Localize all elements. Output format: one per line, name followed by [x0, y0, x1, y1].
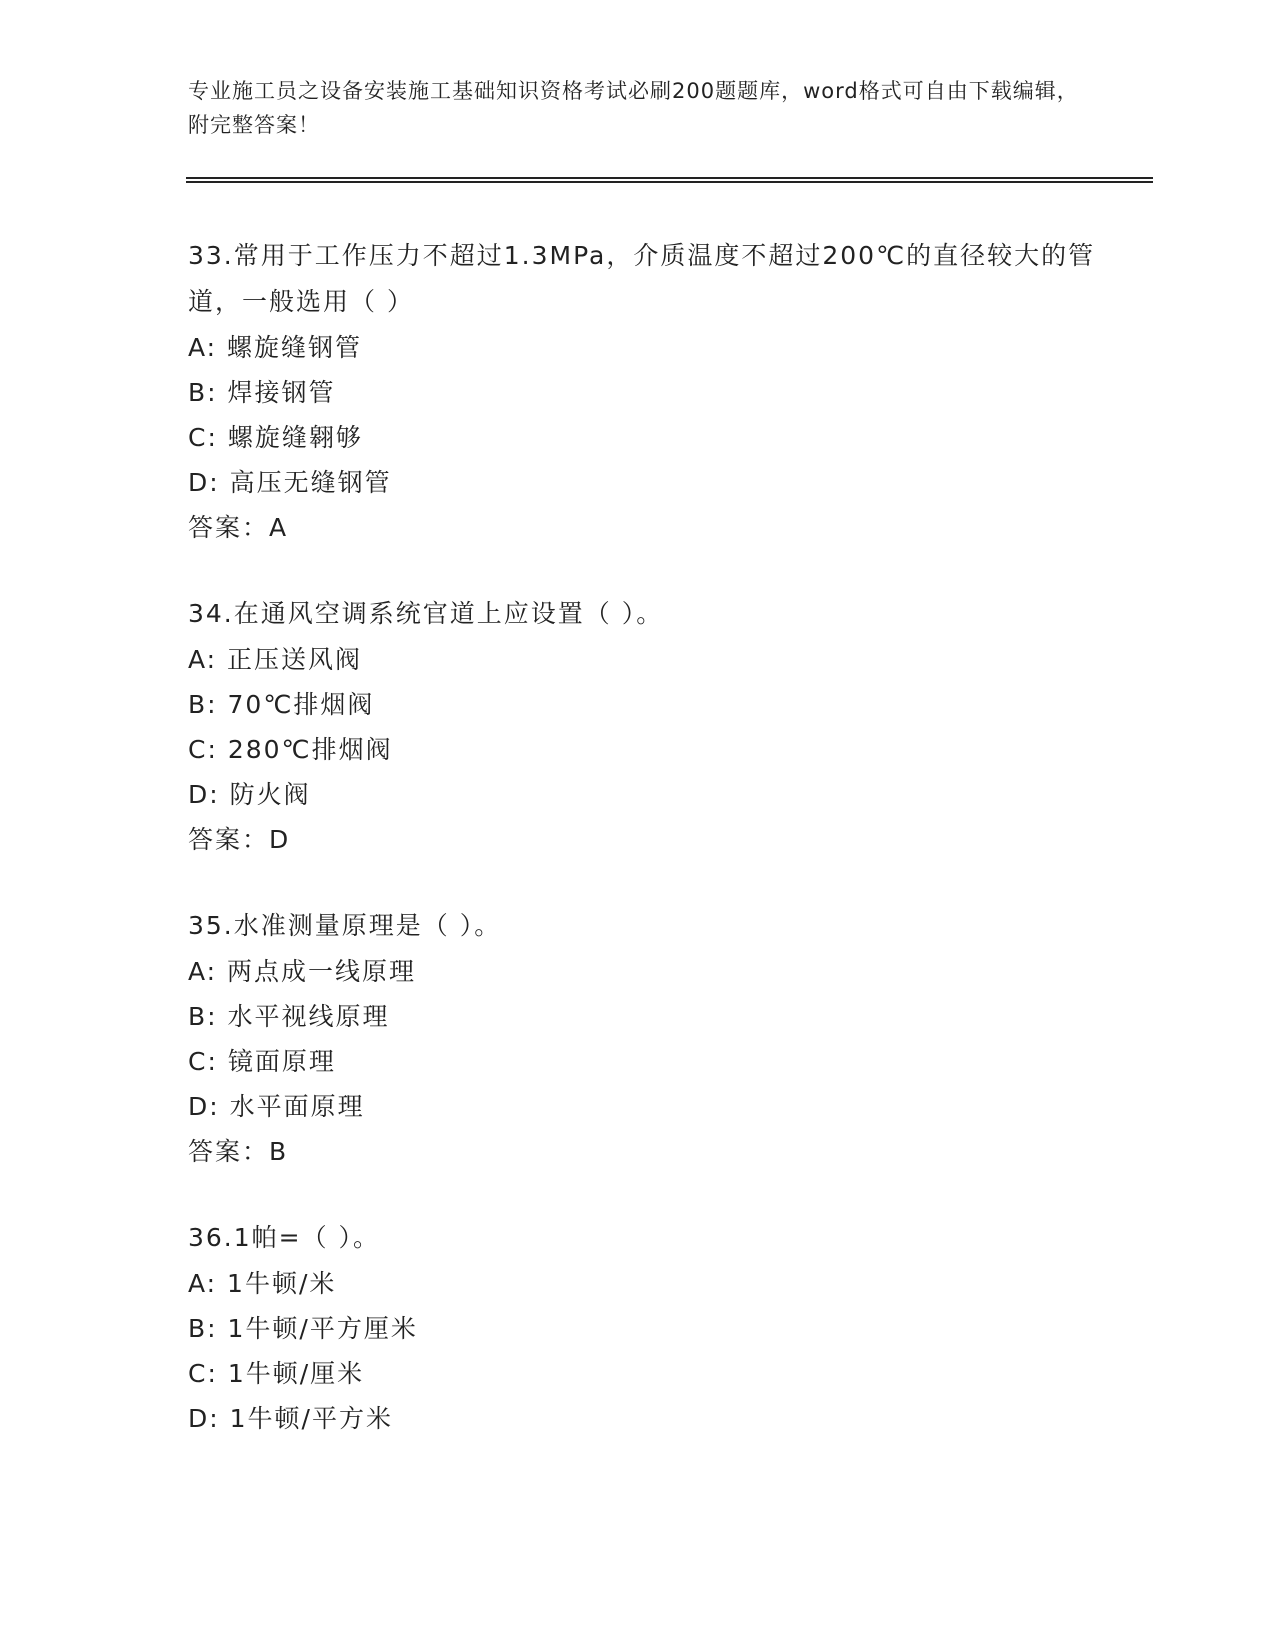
option-c: C: 1牛顿/厘米	[188, 1359, 365, 1388]
answer-line: 答案：A	[188, 513, 289, 542]
question-stem: 35.水准测量原理是（ ）。	[188, 911, 502, 940]
question-stem: 33.常用于工作压力不超过1.3MPa，介质温度不超过200℃的直径较大的管道，一般选用（ ）	[188, 241, 1096, 316]
option-c: C: 镜面原理	[188, 1047, 336, 1076]
option-a: A: 螺旋缝钢管	[188, 333, 363, 362]
option-b: B: 焊接钢管	[188, 378, 336, 407]
option-b: B: 水平视线原理	[188, 1002, 390, 1031]
document-header: 专业施工员之设备安装施工基础知识资格考试必刷200题题库，word格式可自由下载编辑，附完整答案！	[188, 79, 1079, 137]
option-b: B: 70℃排烟阀	[188, 690, 375, 719]
option-b: B: 1牛顿/平方厘米	[188, 1314, 418, 1343]
header-divider	[186, 177, 1153, 183]
question-34	[188, 591, 1108, 863]
answer-line: 答案：B	[188, 1137, 289, 1166]
question-36	[188, 1215, 1108, 1441]
question-stem: 36.1帕=（ ）。	[188, 1223, 381, 1252]
option-c: C: 280℃排烟阀	[188, 735, 393, 764]
option-d: D: 水平面原理	[188, 1092, 365, 1121]
question-list	[188, 233, 1108, 1481]
answer-line: 答案：D	[188, 825, 291, 854]
question-stem: 34.在通风空调系统官道上应设置（ ）。	[188, 599, 664, 628]
option-d: D: 1牛顿/平方米	[188, 1404, 393, 1433]
question-35	[188, 903, 1108, 1175]
option-c: C: 螺旋缝翱够	[188, 423, 363, 452]
option-d: D: 高压无缝钢管	[188, 468, 392, 497]
option-a: A: 正压送风阀	[188, 645, 363, 674]
option-a: A: 两点成一线原理	[188, 957, 417, 986]
option-d: D: 防火阀	[188, 780, 311, 809]
option-a: A: 1牛顿/米	[188, 1269, 337, 1298]
question-33	[188, 233, 1108, 551]
